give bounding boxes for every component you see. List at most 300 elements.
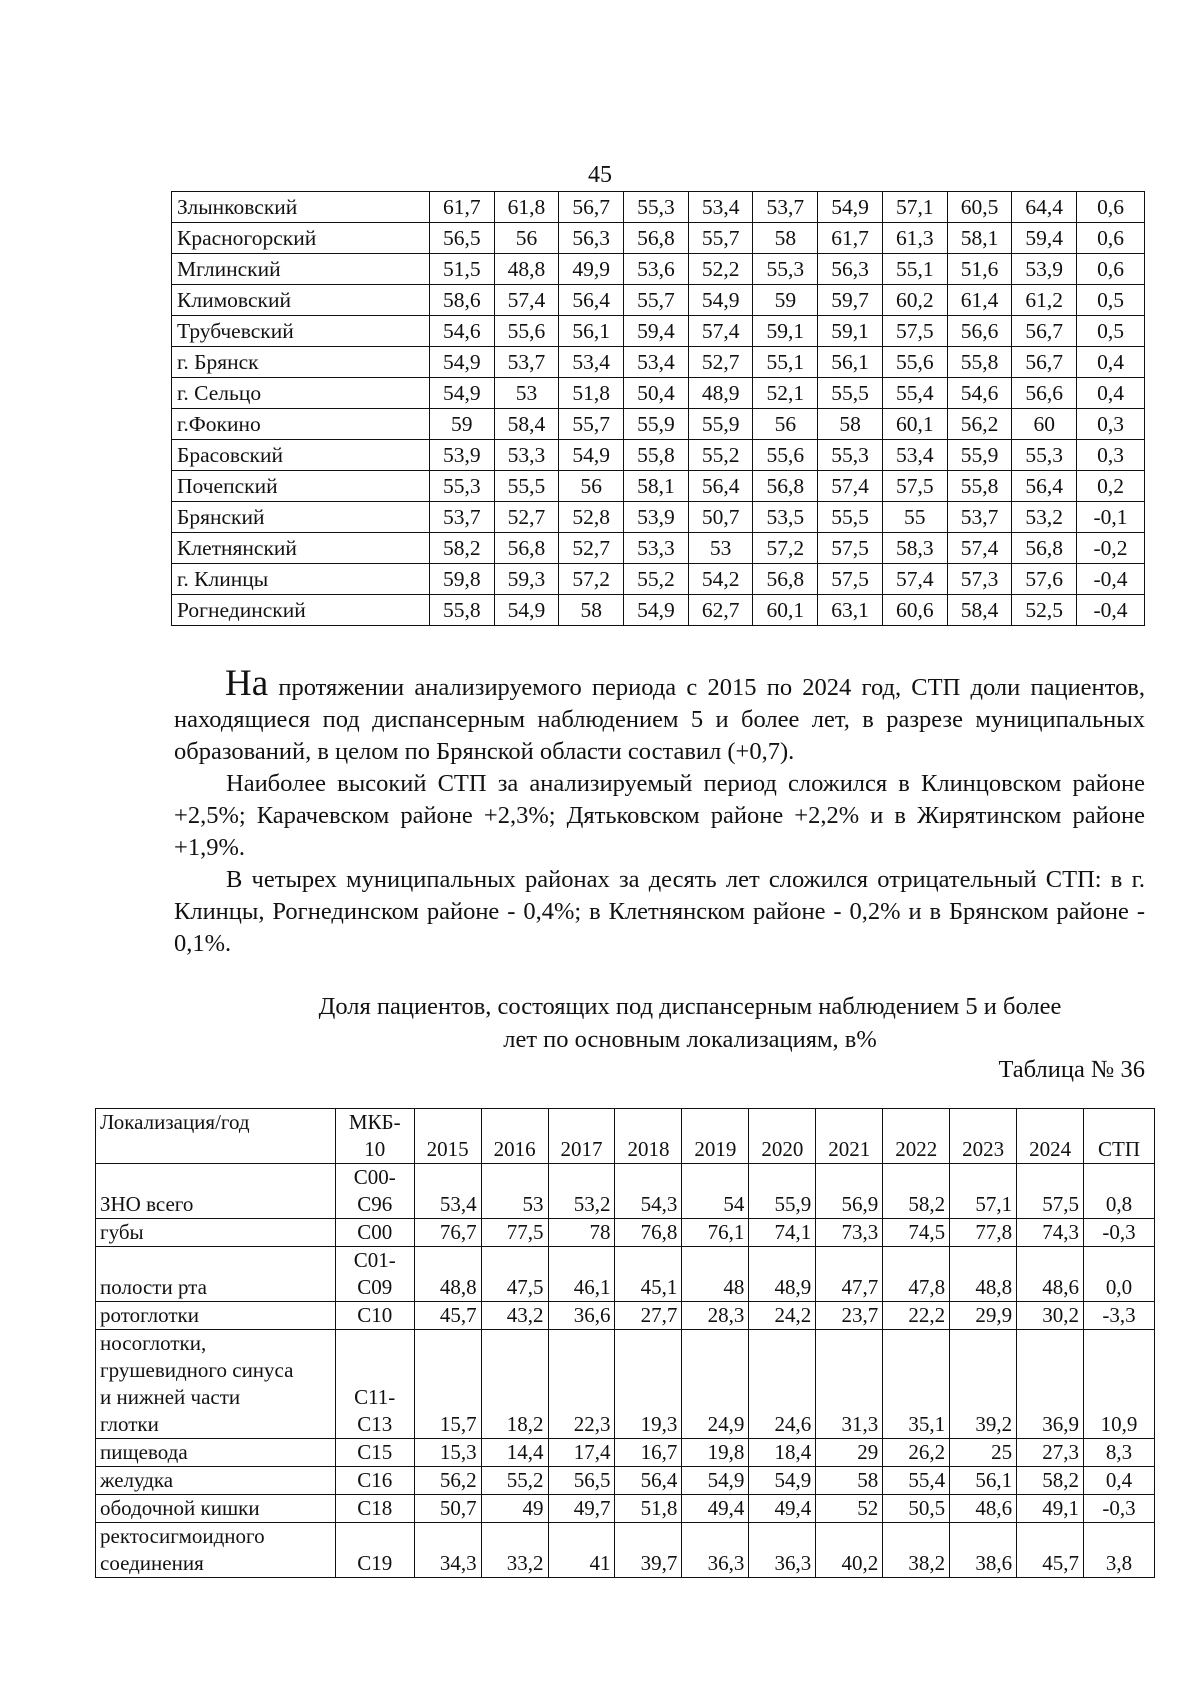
localization-name-line: носоглотки, [100, 1331, 207, 1355]
value-cell: 76,1 [682, 1219, 749, 1247]
localization-name-line: ректосигмоидного [100, 1524, 265, 1548]
value-cell: 59,1 [753, 316, 818, 347]
icd-code-line: С01- [353, 1248, 396, 1272]
value-cell: 76,8 [615, 1219, 682, 1247]
table-row [96, 1164, 1155, 1219]
value-cell: 57,4 [494, 285, 559, 316]
value-cell: 53 [481, 1164, 548, 1219]
value-cell: 17,4 [548, 1439, 615, 1467]
icd-code [335, 1247, 414, 1302]
value-cell: 36,9 [1017, 1330, 1084, 1439]
value-cell: 51,8 [559, 378, 624, 409]
value-cell: 55,6 [494, 316, 559, 347]
value-cell: 51,6 [947, 254, 1012, 285]
icd-code [335, 1467, 414, 1495]
value-cell: 25 [950, 1439, 1017, 1467]
stp-cell: 0,2 [1077, 471, 1145, 502]
value-cell: 56 [753, 409, 818, 440]
value-cell: 58,1 [947, 223, 1012, 254]
value-cell: 49,7 [548, 1495, 615, 1523]
value-cell: 55,4 [883, 1467, 950, 1495]
value-cell: 27,3 [1017, 1439, 1084, 1467]
stp-cell: 3,8 [1084, 1523, 1155, 1578]
value-cell: 60,1 [882, 409, 947, 440]
value-cell: 48,6 [1017, 1247, 1084, 1302]
table-row [172, 285, 1145, 316]
value-cell: 23,7 [816, 1302, 883, 1330]
body-text [174, 663, 1145, 960]
value-cell: 58 [818, 409, 883, 440]
value-cell: 49,9 [559, 254, 624, 285]
localization-name-line: пищевода [100, 1440, 188, 1464]
value-cell: 55,1 [753, 347, 818, 378]
value-cell: 53,4 [688, 192, 753, 223]
localization-table [95, 1108, 1155, 1578]
value-cell: 55,5 [818, 502, 883, 533]
value-cell: 47,7 [816, 1247, 883, 1302]
value-cell: 54,9 [559, 440, 624, 471]
value-cell: 54,6 [429, 316, 494, 347]
localization-name [96, 1302, 336, 1330]
value-cell: 38,6 [950, 1523, 1017, 1578]
table-row [172, 564, 1145, 595]
district-name: Мглинский [172, 254, 430, 285]
value-cell: 57,2 [559, 564, 624, 595]
value-cell: 55 [882, 502, 947, 533]
value-cell: 57,5 [818, 564, 883, 595]
stp-cell: -3,3 [1084, 1302, 1155, 1330]
value-cell: 36,3 [682, 1523, 749, 1578]
value-cell: 24,9 [682, 1330, 749, 1439]
stp-cell: 0,8 [1084, 1164, 1155, 1219]
value-cell: 39,2 [950, 1330, 1017, 1439]
value-cell: 54,9 [429, 378, 494, 409]
value-cell: 22,3 [548, 1330, 615, 1439]
value-cell: 35,1 [883, 1330, 950, 1439]
value-cell: 55,7 [688, 223, 753, 254]
value-cell: 60,6 [882, 595, 947, 626]
value-cell: 52,5 [1012, 595, 1077, 626]
value-cell: 61,7 [818, 223, 883, 254]
value-cell: 58,3 [882, 533, 947, 564]
stp-cell: -0,2 [1077, 533, 1145, 564]
value-cell: 50,5 [883, 1495, 950, 1523]
value-cell: 52,2 [688, 254, 753, 285]
table-row [172, 440, 1145, 471]
value-cell: 74,3 [1017, 1219, 1084, 1247]
value-cell: 52,7 [688, 347, 753, 378]
table-row [96, 1330, 1155, 1439]
value-cell: 38,2 [883, 1523, 950, 1578]
localization-name-line: глотки [100, 1412, 159, 1436]
value-cell: 56,9 [816, 1164, 883, 1219]
table-row [172, 223, 1145, 254]
value-cell: 48,9 [749, 1247, 816, 1302]
value-cell: 64,4 [1012, 192, 1077, 223]
localization-name-line: желудка [100, 1468, 174, 1492]
value-cell: 54,9 [818, 192, 883, 223]
table-row [96, 1495, 1155, 1523]
value-cell: 56,3 [818, 254, 883, 285]
value-cell: 61,2 [1012, 285, 1077, 316]
value-cell: 57,5 [818, 533, 883, 564]
district-name: Клетнянский [172, 533, 430, 564]
value-cell: 60,2 [882, 285, 947, 316]
value-cell: 24,2 [749, 1302, 816, 1330]
value-cell: 29,9 [950, 1302, 1017, 1330]
icd-code [335, 1302, 414, 1330]
value-cell: 57,4 [688, 316, 753, 347]
table-row [172, 378, 1145, 409]
value-cell: 29 [816, 1439, 883, 1467]
district-name: г. Сельцо [172, 378, 430, 409]
paragraph-1-text: протяжении анализируемого периода с 2015 по 2024 год, СТП доли пациентов, находящиеся под диспансерным наблюдением 5 и более лет, в разрезе муниципальных образований, в целом по Брянской области составил (+0,7). [174, 674, 1145, 765]
value-cell: 54,9 [494, 595, 559, 626]
value-cell: 59,4 [624, 316, 689, 347]
localization-name-line: ЗНО всего [100, 1192, 194, 1216]
value-cell: 56,7 [1012, 316, 1077, 347]
value-cell: 19,8 [682, 1439, 749, 1467]
value-cell: 56 [559, 471, 624, 502]
value-cell: 54,3 [615, 1164, 682, 1219]
district-name: г. Брянск [172, 347, 430, 378]
icd-code [335, 1495, 414, 1523]
table-row [96, 1439, 1155, 1467]
value-cell: 53,9 [1012, 254, 1077, 285]
table-row [96, 1467, 1155, 1495]
value-cell: 57,4 [882, 564, 947, 595]
district-name: Рогнединский [172, 595, 430, 626]
value-cell: 53,5 [753, 502, 818, 533]
value-cell: 54,9 [688, 285, 753, 316]
localization-name [96, 1439, 336, 1467]
value-cell: 48,9 [688, 378, 753, 409]
value-cell: 56 [494, 223, 559, 254]
localization-name [96, 1247, 336, 1302]
value-cell: 48,6 [950, 1495, 1017, 1523]
icd-code [335, 1219, 414, 1247]
value-cell: 56,8 [494, 533, 559, 564]
icd-code-line: С15 [357, 1440, 393, 1464]
value-cell: 46,1 [548, 1247, 615, 1302]
value-cell: 58 [559, 595, 624, 626]
value-cell: 50,7 [688, 502, 753, 533]
table-row [172, 316, 1145, 347]
value-cell: 48,8 [414, 1247, 481, 1302]
value-cell: 31,3 [816, 1330, 883, 1439]
value-cell: 24,6 [749, 1330, 816, 1439]
paragraph-1-first-word: На [225, 663, 269, 704]
stp-cell: 0,4 [1077, 378, 1145, 409]
value-cell: 54 [682, 1164, 749, 1219]
stp-cell: -0,4 [1077, 564, 1145, 595]
table-row [96, 1247, 1155, 1302]
value-cell: 61,7 [429, 192, 494, 223]
value-cell: 58,2 [429, 533, 494, 564]
table-label: Таблица № 36 [998, 1056, 1145, 1083]
value-cell: 56,5 [429, 223, 494, 254]
value-cell: 53,4 [414, 1164, 481, 1219]
value-cell: 53,4 [559, 347, 624, 378]
header-year: 2020 [749, 1109, 816, 1164]
table-row [96, 1302, 1155, 1330]
value-cell: 58,2 [1017, 1467, 1084, 1495]
value-cell: 55,6 [753, 440, 818, 471]
value-cell: 53,7 [947, 502, 1012, 533]
value-cell: 59,1 [818, 316, 883, 347]
value-cell: 58,6 [429, 285, 494, 316]
value-cell: 63,1 [818, 595, 883, 626]
table-row [172, 409, 1145, 440]
value-cell: 56,1 [818, 347, 883, 378]
value-cell: 56,2 [947, 409, 1012, 440]
value-cell: 45,7 [414, 1302, 481, 1330]
value-cell: 55,5 [818, 378, 883, 409]
value-cell: 74,5 [883, 1219, 950, 1247]
value-cell: 56,4 [1012, 471, 1077, 502]
value-cell: 57,1 [882, 192, 947, 223]
header-icd10-line-1: МКБ- [348, 1110, 401, 1134]
localization-name [96, 1467, 336, 1495]
header-year: 2023 [950, 1109, 1017, 1164]
table-row [172, 595, 1145, 626]
value-cell: 77,8 [950, 1219, 1017, 1247]
value-cell: 56,8 [1012, 533, 1077, 564]
value-cell: 53,7 [494, 347, 559, 378]
district-name: Красногорский [172, 223, 430, 254]
localization-name-line: и нижней части [100, 1385, 241, 1409]
value-cell: 48,8 [494, 254, 559, 285]
value-cell: 15,7 [414, 1330, 481, 1439]
stp-cell: 0,3 [1077, 409, 1145, 440]
value-cell: 56,5 [548, 1467, 615, 1495]
value-cell: 58,1 [624, 471, 689, 502]
stp-cell: -0,1 [1077, 502, 1145, 533]
value-cell: 57,6 [1012, 564, 1077, 595]
value-cell: 52,7 [494, 502, 559, 533]
table-caption [250, 990, 1130, 1056]
value-cell: 48 [682, 1247, 749, 1302]
icd-code-line: С13 [357, 1412, 393, 1436]
value-cell: 15,3 [414, 1439, 481, 1467]
header-year: 2022 [883, 1109, 950, 1164]
stp-cell: 0,6 [1077, 254, 1145, 285]
value-cell: 36,6 [548, 1302, 615, 1330]
caption-line-1: Доля пациентов, состоящих под диспансерным наблюдением 5 и более [318, 993, 1062, 1020]
value-cell: 55,9 [947, 440, 1012, 471]
value-cell: 61,8 [494, 192, 559, 223]
value-cell: 39,7 [615, 1523, 682, 1578]
value-cell: 53 [494, 378, 559, 409]
localization-name-line: ободочной кишки [100, 1496, 260, 1520]
value-cell: 53,7 [429, 502, 494, 533]
value-cell: 59,4 [1012, 223, 1077, 254]
value-cell: 49 [481, 1495, 548, 1523]
header-localization: Локализация/год [96, 1109, 336, 1164]
district-name: Злынковский [172, 192, 430, 223]
header-icd10-line-2: 10 [364, 1137, 386, 1161]
value-cell: 53,2 [1012, 502, 1077, 533]
value-cell: 76,7 [414, 1219, 481, 1247]
value-cell: 53,3 [494, 440, 559, 471]
value-cell: 53,2 [548, 1164, 615, 1219]
value-cell: 47,8 [883, 1247, 950, 1302]
district-name: г.Фокино [172, 409, 430, 440]
value-cell: 62,7 [688, 595, 753, 626]
value-cell: 55,2 [624, 564, 689, 595]
stp-cell: 0,6 [1077, 223, 1145, 254]
stp-cell: 0,4 [1084, 1467, 1155, 1495]
value-cell: 59,8 [429, 564, 494, 595]
value-cell: 59,3 [494, 564, 559, 595]
stp-cell: 0,3 [1077, 440, 1145, 471]
district-name: Брасовский [172, 440, 430, 471]
value-cell: 55,8 [947, 471, 1012, 502]
icd-code [335, 1164, 414, 1219]
value-cell: 56,4 [615, 1467, 682, 1495]
icd-code-line: С18 [357, 1496, 393, 1520]
table-row [172, 502, 1145, 533]
value-cell: 56,1 [559, 316, 624, 347]
district-name: Брянский [172, 502, 430, 533]
icd-code-line: С00- [353, 1165, 396, 1189]
value-cell: 54,9 [749, 1467, 816, 1495]
value-cell: 55,9 [688, 409, 753, 440]
stp-cell: 0,5 [1077, 316, 1145, 347]
value-cell: 55,3 [818, 440, 883, 471]
value-cell: 49,4 [682, 1495, 749, 1523]
value-cell: 51,8 [615, 1495, 682, 1523]
value-cell: 57,4 [818, 471, 883, 502]
value-cell: 51,5 [429, 254, 494, 285]
value-cell: 78 [548, 1219, 615, 1247]
value-cell: 54,9 [682, 1467, 749, 1495]
value-cell: 50,4 [624, 378, 689, 409]
stp-cell: -0,3 [1084, 1219, 1155, 1247]
district-name: Трубчевский [172, 316, 430, 347]
value-cell: 53 [688, 533, 753, 564]
icd-code-line: С96 [357, 1192, 393, 1216]
paragraph-1 [174, 663, 1145, 768]
header-stp: СТП [1084, 1109, 1155, 1164]
value-cell: 52,8 [559, 502, 624, 533]
value-cell: 40,2 [816, 1523, 883, 1578]
table-row [172, 254, 1145, 285]
header-year: 2016 [481, 1109, 548, 1164]
header-year: 2019 [682, 1109, 749, 1164]
value-cell: 60,5 [947, 192, 1012, 223]
value-cell: 49,4 [749, 1495, 816, 1523]
value-cell: 55,3 [1012, 440, 1077, 471]
value-cell: 55,8 [624, 440, 689, 471]
value-cell: 56,4 [688, 471, 753, 502]
value-cell: 77,5 [481, 1219, 548, 1247]
icd-code [335, 1330, 414, 1439]
stp-cell: 0,0 [1084, 1247, 1155, 1302]
value-cell: 26,2 [883, 1439, 950, 1467]
stp-cell: 0,4 [1077, 347, 1145, 378]
district-name: Климовский [172, 285, 430, 316]
value-cell: 19,3 [615, 1330, 682, 1439]
table-header-row [96, 1109, 1155, 1164]
value-cell: 55,7 [624, 285, 689, 316]
value-cell: 55,9 [624, 409, 689, 440]
value-cell: 54,9 [624, 595, 689, 626]
value-cell: 61,4 [947, 285, 1012, 316]
icd-code-line: С10 [357, 1303, 393, 1327]
value-cell: 43,2 [481, 1302, 548, 1330]
value-cell: 53,9 [429, 440, 494, 471]
value-cell: 57,2 [753, 533, 818, 564]
localization-name-line: грушевидного синуса [100, 1358, 294, 1382]
value-cell: 73,3 [816, 1219, 883, 1247]
value-cell: 45,1 [615, 1247, 682, 1302]
localization-name [96, 1164, 336, 1219]
value-cell: 22,2 [883, 1302, 950, 1330]
value-cell: 54,2 [688, 564, 753, 595]
stp-cell: 10,9 [1084, 1330, 1155, 1439]
stp-cell: -0,4 [1077, 595, 1145, 626]
stp-cell: 0,5 [1077, 285, 1145, 316]
localization-name-line: соединения [100, 1551, 204, 1575]
icd-code-line: С11- [354, 1385, 396, 1409]
value-cell: 52,7 [559, 533, 624, 564]
icd-code-line: С19 [357, 1551, 393, 1575]
header-year: 2024 [1017, 1109, 1084, 1164]
value-cell: 49,1 [1017, 1495, 1084, 1523]
localization-name-line: губы [100, 1220, 144, 1244]
value-cell: 56,3 [559, 223, 624, 254]
value-cell: 36,3 [749, 1523, 816, 1578]
value-cell: 27,7 [615, 1302, 682, 1330]
value-cell: 33,2 [481, 1523, 548, 1578]
value-cell: 55,3 [624, 192, 689, 223]
value-cell: 60 [1012, 409, 1077, 440]
value-cell: 58 [816, 1467, 883, 1495]
value-cell: 56,8 [624, 223, 689, 254]
value-cell: 52 [816, 1495, 883, 1523]
value-cell: 28,3 [682, 1302, 749, 1330]
header-icd10 [335, 1109, 414, 1164]
value-cell: 57,5 [882, 471, 947, 502]
value-cell: 55,3 [753, 254, 818, 285]
header-year: 2021 [816, 1109, 883, 1164]
value-cell: 57,1 [950, 1164, 1017, 1219]
value-cell: 18,4 [749, 1439, 816, 1467]
value-cell: 53,6 [624, 254, 689, 285]
localization-name-line: полости рта [100, 1275, 207, 1299]
icd-code [335, 1523, 414, 1578]
value-cell: 61,3 [882, 223, 947, 254]
value-cell: 56,8 [753, 564, 818, 595]
value-cell: 30,2 [1017, 1302, 1084, 1330]
header-year: 2018 [615, 1109, 682, 1164]
value-cell: 53,3 [624, 533, 689, 564]
value-cell: 55,4 [882, 378, 947, 409]
table-row [172, 347, 1145, 378]
value-cell: 58,4 [494, 409, 559, 440]
district-name: Почепский [172, 471, 430, 502]
stp-cell: 8,3 [1084, 1439, 1155, 1467]
localization-name [96, 1523, 336, 1578]
table-row [96, 1219, 1155, 1247]
value-cell: 74,1 [749, 1219, 816, 1247]
icd-code-line: С16 [357, 1468, 393, 1492]
icd-code-line: С09 [357, 1275, 393, 1299]
value-cell: 56,2 [414, 1467, 481, 1495]
value-cell: 55,2 [481, 1467, 548, 1495]
value-cell: 55,8 [947, 347, 1012, 378]
